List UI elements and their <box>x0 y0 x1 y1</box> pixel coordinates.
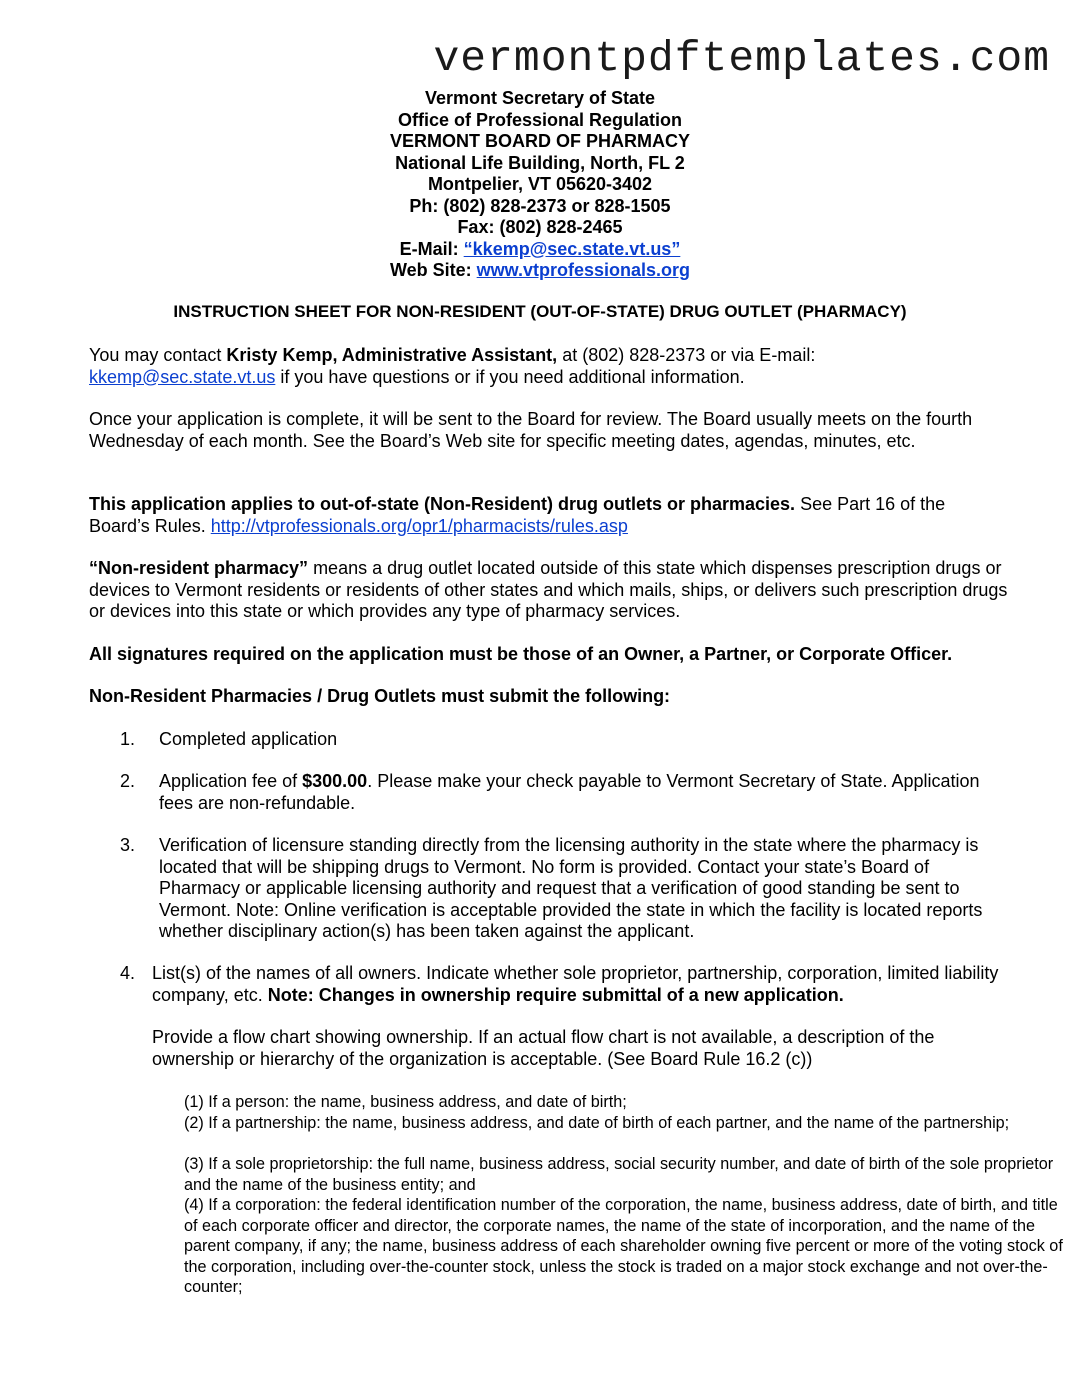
watermark: vermontpdftemplates.com <box>433 34 1050 83</box>
email-link[interactable]: “kkemp@sec.state.vt.us” <box>463 238 681 259</box>
rules-link[interactable]: http://vtprofessionals.org/opr1/pharmacists/rules.asp <box>210 515 628 536</box>
header-line: Ph: (802) 828-2373 or 828-1505 <box>409 195 671 216</box>
contact-name: Kristy Kemp, Administrative Assistant, <box>226 345 558 365</box>
letterhead <box>0 88 1080 282</box>
header-website <box>0 260 1080 282</box>
header-line: Montpelier, VT 05620-3402 <box>427 174 653 194</box>
item-text <box>152 963 1002 1006</box>
header-line: National Life Building, North, FL 2 <box>395 152 685 173</box>
review-paragraph: Once your application is complete, it will be sent to the Board for review. The Board usually meets on the fourth Wednesday of each month. See the Board’s Web site for specific meeting dates, agendas, minutes, etc. <box>89 409 973 451</box>
item-number: 4. <box>120 963 136 983</box>
email-label: E-Mail: <box>399 238 464 259</box>
item-text <box>159 771 999 814</box>
flow-chart-paragraph: Provide a flow chart showing ownership. If an actual flow chart is not available, a description of the ownership or hierarchy of the organization is acceptable. (See Board Rule 16.2 (c)) <box>152 1027 935 1069</box>
item-text-pre: Application fee of <box>159 771 303 791</box>
header-line: Fax: (802) 828-2465 <box>457 217 623 237</box>
item-text-post: . Please make your check payable to Vermont Secretary of State. Application fees are non-refundable. <box>159 771 980 813</box>
document-title: INSTRUCTION SHEET FOR NON-RESIDENT (OUT-OF-STATE) DRUG OUTLET (PHARMACY) <box>173 302 907 321</box>
submit-heading: Non-Resident Pharmacies / Drug Outlets must submit the following: <box>89 686 671 706</box>
website-label: Web Site: <box>389 260 477 280</box>
signatures-note: All signatures required on the application must be those of an Owner, a Partner, or Corporate Officer. <box>89 644 953 664</box>
sub-item: (4) If a corporation: the federal identification number of the corporation, the name, business address, date of birth, and title of each corporate officer and director, the corporate names, the name of the state of incorporation, and the name of the parent company, if any; the name, business address of each shareholder owning five percent or more of the voting stock of the corporation, including over-the-counter stock, unless the stock is traded on a major stock exchange and not over-the-counter; <box>184 1196 1063 1296</box>
contact-suffix: if you have questions or if you need additional information. <box>275 366 745 387</box>
sub-item: (2) If a partnership: the name, business address, and date of birth of each partner, and the name of the partnership; <box>184 1114 1010 1132</box>
application-fee: $300.00 <box>302 771 368 791</box>
contact-prefix: You may contact <box>89 345 227 365</box>
item-text: Verification of licensure standing directly from the licensing authority in the state where the pharmacy is located that will be shipping drugs to Vermont. No form is provided. Contact your state’s Board of Pharmacy or applicable licensing authority and request that a verification of good standing be sent to Vermont. Note: Online verification is acceptable provided the state in which the facility is located reports whether disciplinary action(s) has been taken against the applicant. <box>159 835 983 941</box>
item-number: 3. <box>120 835 136 855</box>
contact-middle: at (802) 828-2373 or via E-mail: <box>557 345 816 365</box>
applies-text: See Part 16 of the Board’s Rules. <box>89 494 946 536</box>
definition-text: means a drug outlet located outside of this state which dispenses prescription drugs or devices to Vermont residents or residents of other states and which mails, ships, or delivers such prescription drugs or devices into this state or which provides any type of pharmacy services. <box>89 558 1008 621</box>
item-number: 1. <box>120 729 136 749</box>
item-number: 2. <box>120 771 136 791</box>
definition-term: “Non-resident pharmacy” <box>89 558 309 578</box>
ownership-note: Note: Changes in ownership require submittal of a new application. <box>267 984 844 1005</box>
item-text-pre: List(s) of the names of all owners. Indicate whether sole proprietor, partnership, corporation, limited liability company, etc. <box>152 963 999 1005</box>
header-line: Office of Professional Regulation <box>397 109 683 130</box>
sub-item: (3) If a sole proprietorship: the full name, business address, social security number, and date of birth of the sole proprietor and the name of the business entity; and <box>184 1155 1054 1194</box>
contact-paragraph <box>89 345 1009 388</box>
sub-item: (1) If a person: the name, business address, and date of birth; <box>184 1093 627 1111</box>
definition-paragraph <box>89 558 1009 623</box>
website-link[interactable]: www.vtprofessionals.org <box>476 260 691 280</box>
header-email <box>0 239 1080 261</box>
contact-email-link[interactable]: kkemp@sec.state.vt.us <box>89 366 276 387</box>
header-line: Vermont Secretary of State <box>424 88 656 108</box>
applies-bold: This application applies to out-of-state (Non-Resident) drug outlets or pharmacies. <box>89 494 796 514</box>
applies-paragraph <box>89 494 1009 537</box>
item-text: Completed application <box>159 729 338 749</box>
header-line: VERMONT BOARD OF PHARMACY <box>390 131 690 151</box>
